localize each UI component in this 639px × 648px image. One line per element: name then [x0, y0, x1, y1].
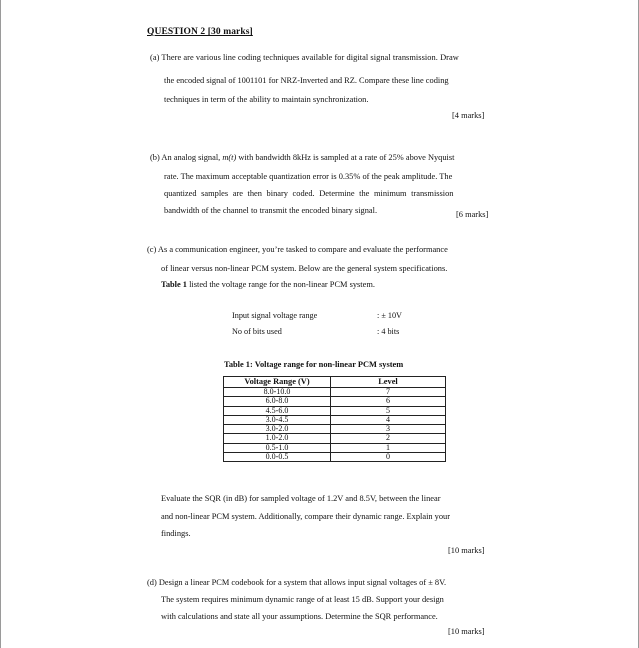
cell-level: 7	[331, 388, 446, 397]
part-c-after-line-1: Evaluate the SQR (in dB) for sampled voltage of 1.2V and 8.5V, between the linear	[161, 494, 441, 503]
table-row	[224, 453, 446, 462]
table-header-row	[224, 377, 446, 388]
question-heading: QUESTION 2 [30 marks]	[147, 27, 253, 37]
cell-voltage-range: 4.5-6.0	[224, 406, 331, 415]
cell-level: 1	[331, 443, 446, 452]
part-b-line-4: bandwidth of the channel to transmit the encoded binary signal.	[164, 206, 378, 215]
table-row	[224, 397, 446, 406]
part-a-line-1: (a) There are various line coding techniques available for digital signal transmission. Draw	[150, 53, 459, 62]
spec-value-voltage-range: : ± 10V	[377, 311, 402, 320]
table-row	[224, 443, 446, 452]
table-row	[224, 425, 446, 434]
part-c-line-3	[161, 276, 375, 293]
part-a-marks: [4 marks]	[452, 111, 485, 120]
table-row	[224, 406, 446, 415]
spec-label-voltage-range: Input signal voltage range	[232, 311, 318, 320]
part-d-line-1: (d) Design a linear PCM codebook for a system that allows input signal voltages of ± 8V.	[147, 578, 447, 587]
table-row	[224, 434, 446, 443]
page-border-left	[0, 0, 1, 648]
cell-level: 0	[331, 453, 446, 462]
cell-level: 2	[331, 434, 446, 443]
part-c-after-line-3: findings.	[161, 529, 191, 538]
part-c-marks: [10 marks]	[448, 546, 485, 555]
cell-level: 3	[331, 425, 446, 434]
cell-voltage-range: 6.0-8.0	[224, 397, 331, 406]
header-voltage-range: Voltage Range (V)	[224, 377, 331, 388]
part-c-line-3-rest: listed the voltage range for the non-linear PCM system.	[187, 280, 375, 289]
cell-voltage-range: 3.0-2.0	[224, 425, 331, 434]
table-caption: Table 1: Voltage range for non-linear PCM system	[224, 360, 404, 369]
table-1-reference: Table 1	[161, 280, 187, 289]
part-d-marks: [10 marks]	[448, 627, 485, 636]
cell-level: 6	[331, 397, 446, 406]
table-row	[224, 415, 446, 424]
cell-voltage-range: 0.0-0.5	[224, 453, 331, 462]
cell-voltage-range: 8.0-10.0	[224, 388, 331, 397]
part-b-math-mt: m(t)	[222, 153, 237, 162]
cell-level: 4	[331, 415, 446, 424]
part-b-line-1-prefix: (b) An analog signal,	[150, 153, 223, 162]
part-b-line-3: quantized samples are then binary coded. Determine the minimum transmission	[164, 189, 454, 198]
spec-value-bits: : 4 bits	[377, 327, 400, 336]
part-c-line-2: of linear versus non-linear PCM system. Below are the general system specifications.	[161, 264, 448, 273]
part-a-line-3: techniques in term of the ability to maintain synchronization.	[164, 95, 369, 104]
part-b-marks: [6 marks]	[456, 210, 489, 219]
part-b-line-1-suffix: with bandwidth 8kHz is sampled at a rate of 25% above Nyquist	[236, 153, 455, 162]
part-b-line-2: rate. The maximum acceptable quantization error is 0.35% of the peak amplitude. The	[164, 172, 453, 181]
table-row	[224, 388, 446, 397]
voltage-range-table	[223, 376, 446, 462]
part-c-after-line-2: and non-linear PCM system. Additionally, compare their dynamic range. Explain your	[161, 512, 451, 521]
part-c-line-1: (c) As a communication engineer, you’re tasked to compare and evaluate the performance	[147, 245, 448, 254]
spec-label-bits: No of bits used	[232, 327, 282, 336]
part-b-line-1	[150, 149, 454, 166]
part-d-line-3: with calculations and state all your assumptions. Determine the SQR performance.	[161, 612, 438, 621]
part-d-line-2: The system requires minimum dynamic range of at least 15 dB. Support your design	[161, 595, 444, 604]
cell-voltage-range: 1.0-2.0	[224, 434, 331, 443]
cell-voltage-range: 3.0-4.5	[224, 415, 331, 424]
cell-voltage-range: 0.5-1.0	[224, 443, 331, 452]
header-level: Level	[331, 377, 446, 388]
part-a-line-2: the encoded signal of 1001101 for NRZ-Inverted and RZ. Compare these line coding	[164, 76, 449, 85]
cell-level: 5	[331, 406, 446, 415]
